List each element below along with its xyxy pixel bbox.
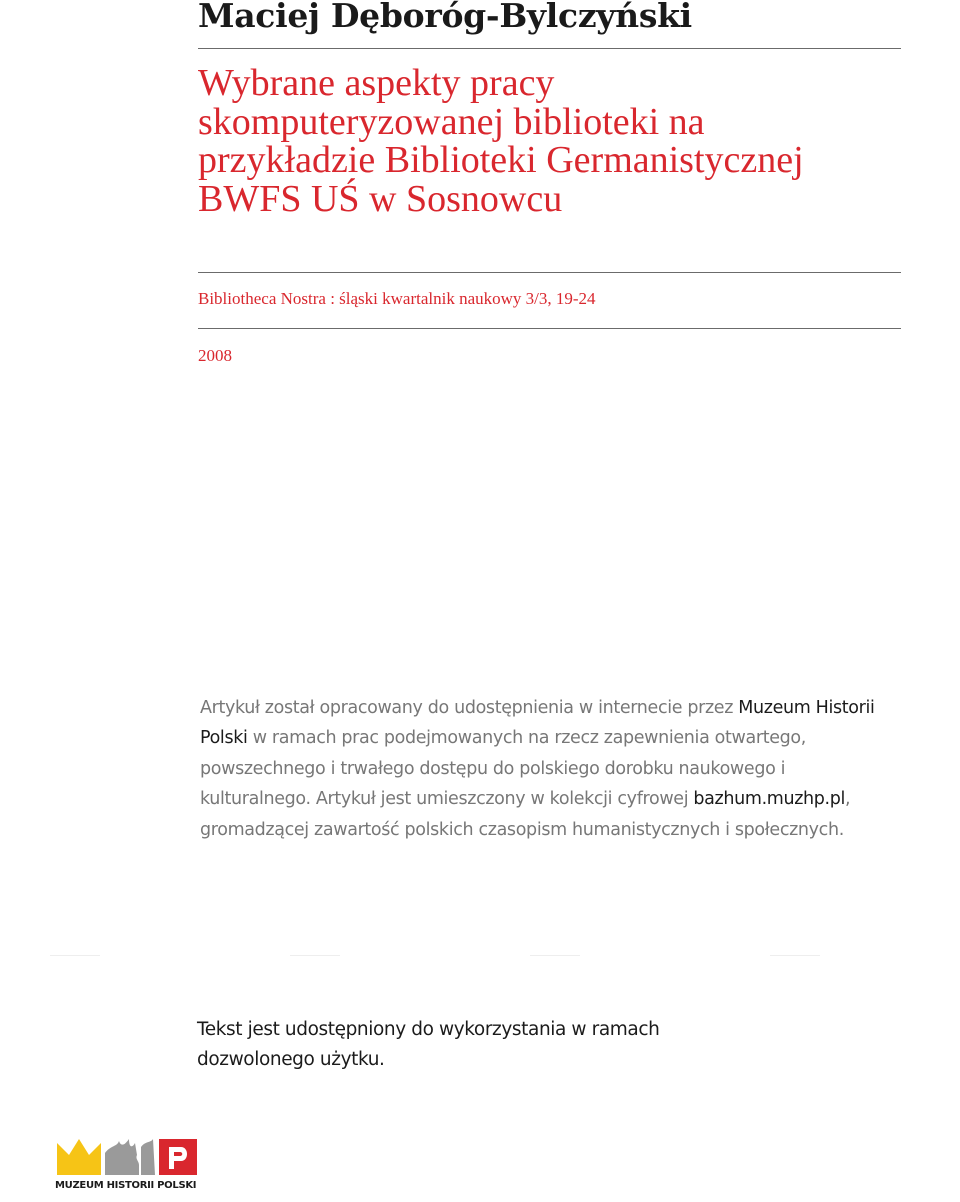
divider-bottom [198,328,901,329]
document-title: Wybrane aspekty pracy skomputeryzowanej biblioteki na przykładzie Biblioteki Germanistycznej BWFS UŚ w Sosnowcu [198,62,804,220]
notice-text-1: Artykuł został opracowany do udostępnienia w internecie przez [200,698,739,718]
divider-top [198,48,901,49]
decorative-dash [290,955,340,956]
decorative-dash [770,955,820,956]
author-name: Maciej Dęboróg-Bylczyński [198,0,692,35]
logo-crown-icon [57,1139,101,1175]
museum-logo-label: MUZEUM HISTORII POLSKI [55,1180,197,1191]
divider-middle [198,272,901,273]
digitization-notice [200,693,880,845]
notice-text-3: , gromadzącej zawartość polskich czasopism humanistycznych i społecznych. [200,789,851,840]
source-citation: Bibliotheca Nostra : śląski kwartalnik naukowy 3/3, 19-24 [198,289,596,308]
notice-text-2: w ramach prac podejmowanych na rzecz zapewnienia otwartego, powszechnego i trwałego dostępu do polskiego dorobku naukowego i kulturalnego. Artykuł jest umieszczony w kolekcji cyfrowej [200,728,806,810]
museum-logo-icon [55,1135,205,1179]
logo-figure-icon [105,1139,155,1175]
logo-p-icon [159,1139,197,1175]
decorative-dash [530,955,580,956]
license-statement: Tekst jest udostępniony do wykorzystania w ramach dozwolonego użytku. [197,1019,660,1070]
institution-name: Muzeum Historii Polski [200,698,875,749]
museum-logo [55,1135,205,1195]
collection-link[interactable]: bazhum.muzhp.pl [693,789,846,810]
decorative-dash [50,955,100,956]
publication-year: 2008 [198,346,232,365]
